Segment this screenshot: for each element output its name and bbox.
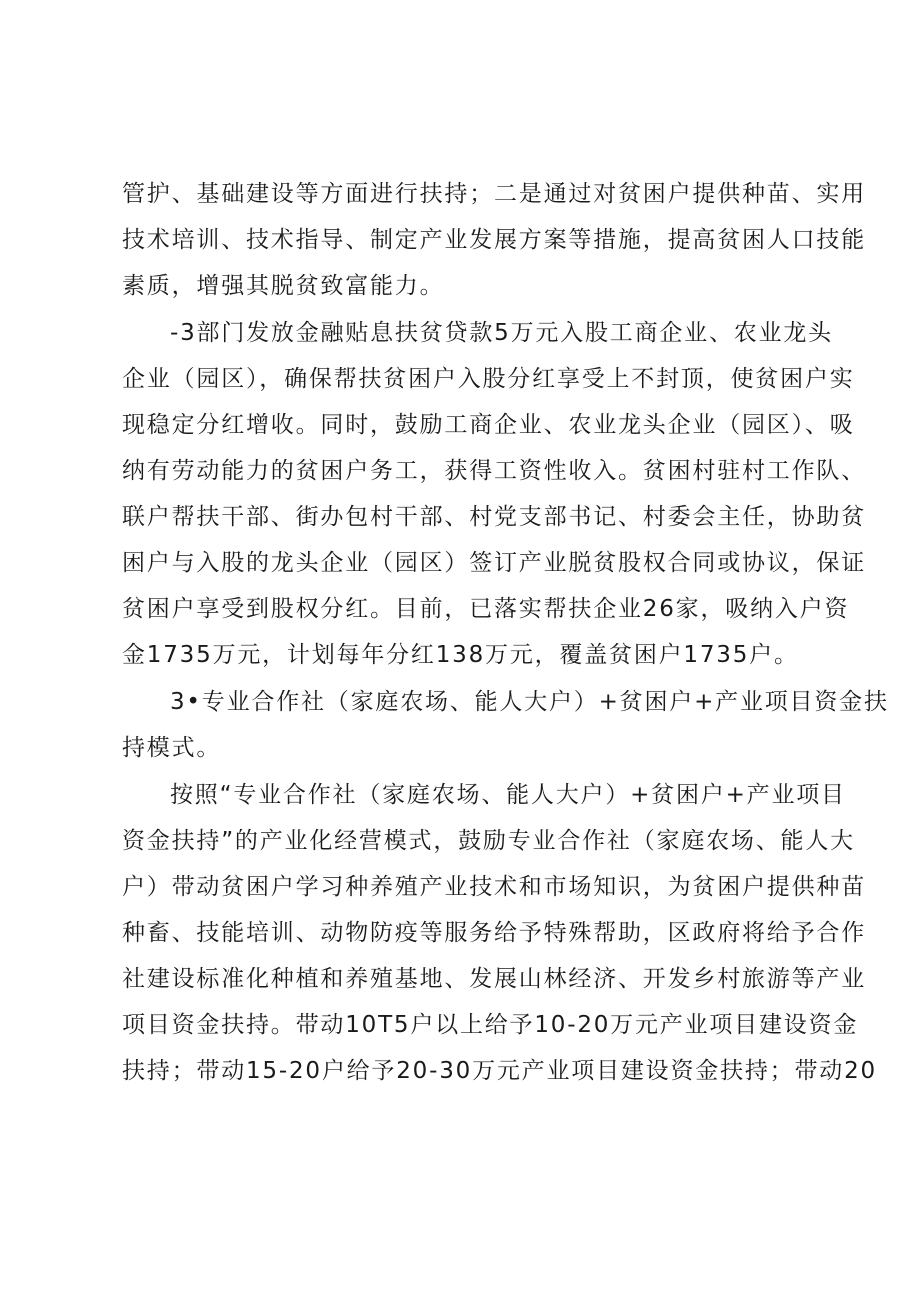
text-line: 金1735万元，计划每年分红138万元，覆盖贫困户1735户。 xyxy=(122,642,799,668)
text-line: 社建设标准化种植和养殖基地、发展山林经济、开发乡村旅游等产业 xyxy=(122,966,866,992)
text-line: 持模式。 xyxy=(122,735,222,761)
text-line: 联户帮扶干部、街办包村干部、村党支部书记、村委会主任，协助贫 xyxy=(122,504,866,530)
text-line: 3•专业合作社（家庭农场、能人大户）+贫困户+产业项目资金扶 xyxy=(170,689,889,715)
text-line: 项目资金扶持。带动10T5户以上给予10-20万元产业项目建设资金 xyxy=(122,1012,859,1038)
text-line: -3部门发放金融贴息扶贫贷款5万元入股工商企业、农业龙头 xyxy=(170,320,833,346)
text-line: 困户与入股的龙头企业（园区）签订产业脱贫股权合同或协议，保证 xyxy=(122,550,866,576)
text-line: 户）带动贫困户学习种养殖产业技术和市场知识，为贫困户提供种苗 xyxy=(122,874,866,900)
text-line: 贫困户享受到股权分红。目前，已落实帮扶企业26家，吸纳入户资 xyxy=(122,596,850,622)
text-line: 资金扶持”的产业化经营模式，鼓励专业合作社（家庭农场、能人大 xyxy=(122,828,855,854)
text-line: 扶持；带动15-20户给予20-30万元产业项目建设资金扶持；带动20 xyxy=(122,1058,877,1084)
text-line: 现稳定分红增收。同时，鼓励工商企业、农业龙头企业（园区）、吸 xyxy=(122,412,855,438)
text-line: 按照“专业合作社（家庭农场、能人大户）+贫困户+产业项目 xyxy=(170,782,846,808)
text-line: 企业（园区），确保帮扶贫困户入股分红享受上不封顶，使贫困户实 xyxy=(122,366,855,392)
text-line: 纳有劳动能力的贫困户务工，获得工资性收入。贫困村驻村工作队、 xyxy=(122,458,866,484)
text-line: 种畜、技能培训、动物防疫等服务给予特殊帮助，区政府将给予合作 xyxy=(122,920,866,946)
text-line: 素质，增强其脱贫致富能力。 xyxy=(122,273,445,299)
text-line: 技术培训、技术指导、制定产业发展方案等措施，提高贫困人口技能 xyxy=(122,227,866,253)
text-line: 管护、基础建设等方面进行扶持；二是通过对贫困户提供种苗、实用 xyxy=(122,181,866,207)
